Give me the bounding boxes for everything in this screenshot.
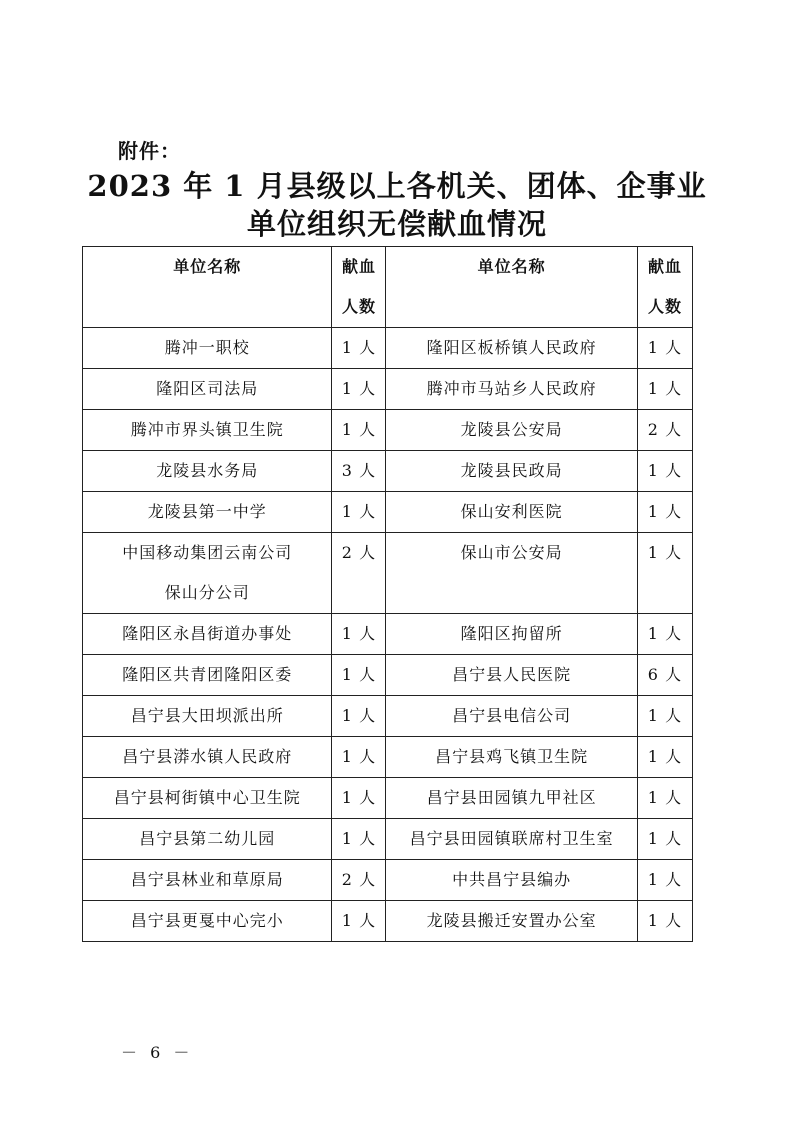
right-unit-name-text: 隆阳区板桥镇人民政府 bbox=[426, 338, 597, 357]
left-unit-name-text: 腾冲一职校 bbox=[164, 338, 250, 357]
left-donor-count-text: 1 人 bbox=[341, 665, 377, 684]
left-unit-name-text: 昌宁县漭水镇人民政府 bbox=[122, 747, 293, 766]
right-unit-name-text: 龙陵县搬迁安置办公室 bbox=[426, 911, 597, 930]
left-unit-name-cell bbox=[83, 778, 332, 819]
header-unit-name-left: 单位名称 bbox=[83, 247, 332, 328]
left-donor-count-text: 1 人 bbox=[341, 338, 377, 357]
left-donor-count-cell bbox=[332, 410, 386, 451]
right-donor-count-cell bbox=[637, 819, 692, 860]
left-donor-count-cell bbox=[332, 492, 386, 533]
right-donor-count-text: 1 人 bbox=[647, 829, 683, 848]
left-donor-count-cell bbox=[332, 696, 386, 737]
right-donor-count-text: 1 人 bbox=[647, 502, 683, 521]
left-donor-count-text: 1 人 bbox=[341, 420, 377, 439]
right-unit-name-cell bbox=[386, 328, 637, 369]
left-unit-name-text: 隆阳区永昌街道办事处 bbox=[122, 624, 293, 643]
left-donor-count-cell bbox=[332, 451, 386, 492]
right-donor-count-text: 6 人 bbox=[647, 665, 683, 684]
right-unit-name-cell bbox=[386, 901, 637, 942]
table-row bbox=[83, 901, 693, 942]
left-donor-count-text: 1 人 bbox=[341, 911, 377, 930]
right-donor-count-text: 1 人 bbox=[647, 624, 683, 643]
left-donor-count-text: 1 人 bbox=[341, 747, 377, 766]
right-donor-count-cell bbox=[637, 860, 692, 901]
right-donor-count-cell bbox=[637, 410, 692, 451]
table-row bbox=[83, 737, 693, 778]
header-donor-count-left: 献血 人数 bbox=[332, 247, 386, 328]
left-unit-name-text: 中国移动集团云南公司 保山分公司 bbox=[122, 543, 293, 602]
table-row bbox=[83, 410, 693, 451]
table-row bbox=[83, 696, 693, 737]
table-row bbox=[83, 369, 693, 410]
right-unit-name-cell bbox=[386, 655, 637, 696]
left-donor-count-cell bbox=[332, 328, 386, 369]
right-unit-name-text: 保山市公安局 bbox=[460, 543, 563, 562]
right-donor-count-cell bbox=[637, 492, 692, 533]
left-unit-name-cell bbox=[83, 819, 332, 860]
right-unit-name-text: 保山安利医院 bbox=[460, 502, 563, 521]
left-unit-name-cell bbox=[83, 533, 332, 614]
right-donor-count-cell bbox=[637, 451, 692, 492]
right-donor-count-cell bbox=[637, 778, 692, 819]
left-unit-name-text: 腾冲市界头镇卫生院 bbox=[130, 420, 284, 439]
header-donor-count-right: 献血 人数 bbox=[637, 247, 692, 328]
left-unit-name-cell bbox=[83, 901, 332, 942]
left-unit-name-text: 昌宁县第二幼儿园 bbox=[139, 829, 276, 848]
right-unit-name-text: 昌宁县鸡飞镇卫生院 bbox=[435, 747, 589, 766]
left-unit-name-text: 隆阳区司法局 bbox=[156, 379, 259, 398]
right-donor-count-text: 1 人 bbox=[647, 379, 683, 398]
left-unit-name-text: 昌宁县更戛中心完小 bbox=[130, 911, 284, 930]
table-body bbox=[83, 328, 693, 942]
right-unit-name-cell bbox=[386, 696, 637, 737]
right-donor-count-text: 1 人 bbox=[647, 706, 683, 725]
left-donor-count-cell bbox=[332, 860, 386, 901]
right-unit-name-text: 隆阳区拘留所 bbox=[460, 624, 563, 643]
table-row bbox=[83, 328, 693, 369]
left-donor-count-text: 1 人 bbox=[341, 788, 377, 807]
table-row bbox=[83, 614, 693, 655]
right-unit-name-cell bbox=[386, 737, 637, 778]
document-title-line-1: 2023 年 1 月县级以上各机关、团体、企事业 bbox=[87, 169, 707, 203]
right-unit-name-cell bbox=[386, 492, 637, 533]
right-donor-count-text: 1 人 bbox=[647, 747, 683, 766]
right-unit-name-cell bbox=[386, 860, 637, 901]
left-unit-name-cell bbox=[83, 655, 332, 696]
attachment-label: 附件： bbox=[118, 139, 181, 163]
right-donor-count-cell bbox=[637, 696, 692, 737]
right-donor-count-cell bbox=[637, 369, 692, 410]
right-donor-count-text: 2 人 bbox=[647, 420, 683, 439]
table-row bbox=[83, 492, 693, 533]
page-number: － 6 － bbox=[121, 1043, 194, 1062]
left-donor-count-cell bbox=[332, 655, 386, 696]
right-unit-name-cell bbox=[386, 819, 637, 860]
table-row bbox=[83, 451, 693, 492]
left-donor-count-cell bbox=[332, 369, 386, 410]
table-row bbox=[83, 778, 693, 819]
right-donor-count-text: 1 人 bbox=[647, 870, 683, 889]
left-donor-count-text: 1 人 bbox=[341, 502, 377, 521]
table-row bbox=[83, 655, 693, 696]
left-unit-name-cell bbox=[83, 369, 332, 410]
right-unit-name-text: 龙陵县民政局 bbox=[460, 461, 563, 480]
right-donor-count-cell bbox=[637, 737, 692, 778]
left-unit-name-cell bbox=[83, 410, 332, 451]
right-donor-count-text: 1 人 bbox=[647, 543, 683, 562]
left-donor-count-cell bbox=[332, 737, 386, 778]
right-donor-count-text: 1 人 bbox=[647, 338, 683, 357]
left-unit-name-cell bbox=[83, 860, 332, 901]
document-title-line-2: 单位组织无偿献血情况 bbox=[246, 207, 547, 241]
right-unit-name-text: 龙陵县公安局 bbox=[460, 420, 563, 439]
right-unit-name-text: 腾冲市马站乡人民政府 bbox=[426, 379, 597, 398]
right-unit-name-cell bbox=[386, 410, 637, 451]
right-donor-count-text: 1 人 bbox=[647, 461, 683, 480]
left-unit-name-text: 龙陵县水务局 bbox=[156, 461, 259, 480]
left-unit-name-cell bbox=[83, 696, 332, 737]
right-unit-name-text: 昌宁县田园镇联席村卫生室 bbox=[409, 829, 614, 848]
left-unit-name-cell bbox=[83, 451, 332, 492]
table-row bbox=[83, 860, 693, 901]
left-donor-count-text: 3 人 bbox=[341, 461, 377, 480]
left-donor-count-cell bbox=[332, 901, 386, 942]
left-unit-name-text: 隆阳区共青团隆阳区委 bbox=[122, 665, 293, 684]
left-donor-count-text: 2 人 bbox=[341, 870, 377, 889]
left-unit-name-text: 龙陵县第一中学 bbox=[147, 502, 267, 521]
left-unit-name-cell bbox=[83, 328, 332, 369]
header-unit-name-right: 单位名称 bbox=[386, 247, 637, 328]
right-unit-name-cell bbox=[386, 614, 637, 655]
left-donor-count-text: 1 人 bbox=[341, 706, 377, 725]
left-donor-count-cell bbox=[332, 614, 386, 655]
right-unit-name-text: 中共昌宁县编办 bbox=[452, 870, 572, 889]
table-row bbox=[83, 533, 693, 614]
left-donor-count-cell bbox=[332, 819, 386, 860]
left-donor-count-text: 1 人 bbox=[341, 379, 377, 398]
left-donor-count-text: 1 人 bbox=[341, 624, 377, 643]
right-donor-count-cell bbox=[637, 901, 692, 942]
right-unit-name-cell bbox=[386, 778, 637, 819]
table-row bbox=[83, 819, 693, 860]
left-unit-name-cell bbox=[83, 737, 332, 778]
left-unit-name-text: 昌宁县大田坝派出所 bbox=[130, 706, 284, 725]
right-donor-count-text: 1 人 bbox=[647, 911, 683, 930]
right-donor-count-cell bbox=[637, 533, 692, 614]
left-donor-count-text: 2 人 bbox=[341, 543, 377, 562]
right-unit-name-cell bbox=[386, 533, 637, 614]
right-donor-count-cell bbox=[637, 614, 692, 655]
left-donor-count-cell bbox=[332, 778, 386, 819]
left-unit-name-text: 昌宁县柯街镇中心卫生院 bbox=[113, 788, 301, 807]
right-unit-name-cell bbox=[386, 451, 637, 492]
right-donor-count-text: 1 人 bbox=[647, 788, 683, 807]
right-unit-name-cell bbox=[386, 369, 637, 410]
right-unit-name-text: 昌宁县田园镇九甲社区 bbox=[426, 788, 597, 807]
left-donor-count-cell bbox=[332, 533, 386, 614]
right-unit-name-text: 昌宁县电信公司 bbox=[452, 706, 572, 725]
blood-donation-table bbox=[82, 246, 693, 942]
table-header-row bbox=[83, 247, 693, 328]
left-unit-name-cell bbox=[83, 614, 332, 655]
right-donor-count-cell bbox=[637, 655, 692, 696]
right-unit-name-text: 昌宁县人民医院 bbox=[452, 665, 572, 684]
left-donor-count-text: 1 人 bbox=[341, 829, 377, 848]
left-unit-name-cell bbox=[83, 492, 332, 533]
left-unit-name-text: 昌宁县林业和草原局 bbox=[130, 870, 284, 889]
right-donor-count-cell bbox=[637, 328, 692, 369]
